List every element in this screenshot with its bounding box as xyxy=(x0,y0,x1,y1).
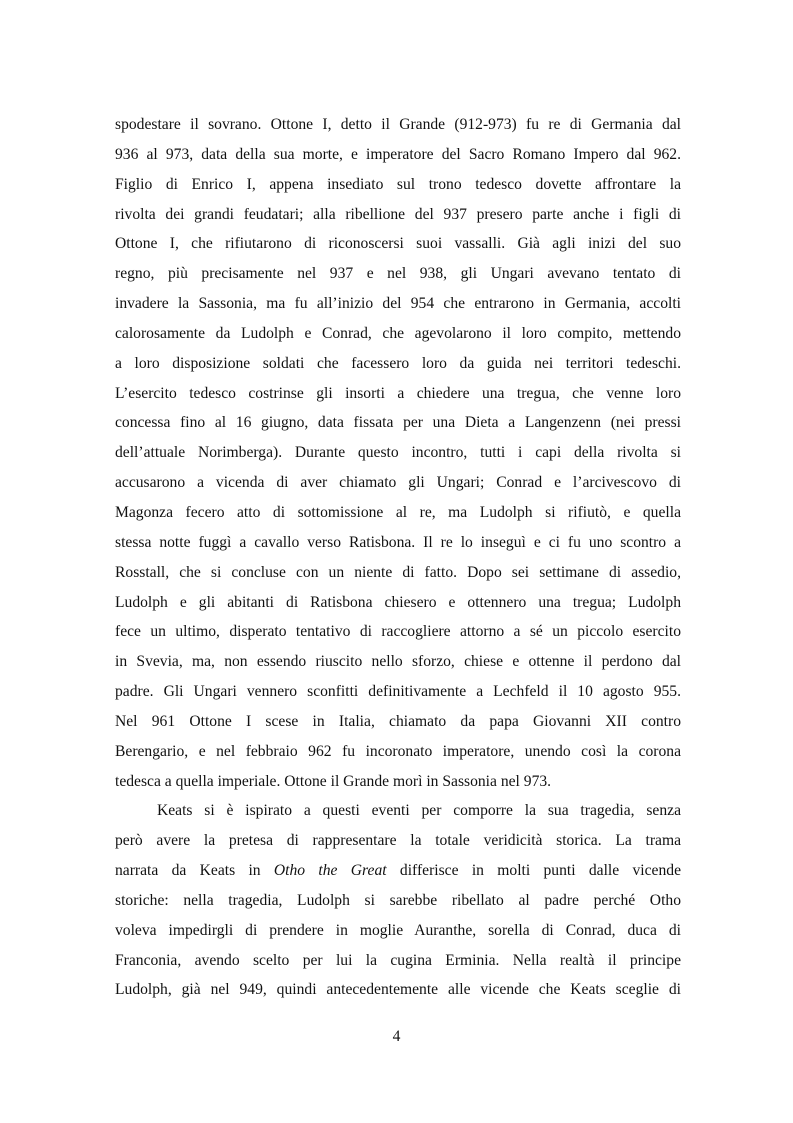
text-line: in Svevia, ma, non essendo riuscito nello sforzo, chiese e ottenne il perdono dal xyxy=(115,653,681,671)
text-line: a loro disposizione soldati che facessero loro da guida nei territori tedeschi. xyxy=(115,354,681,372)
text-line: Keats si è ispirato a questi eventi per comporre la sua tragedia, senza xyxy=(157,802,681,820)
text-line: invadere la Sassonia, ma fu all’inizio del 954 che entrarono in Germania, accolti xyxy=(115,295,681,313)
text-line: tedesca a quella imperiale. Ottone il Grande morì in Sassonia nel 973. xyxy=(115,772,552,790)
text-fragment: narrata da Keats in xyxy=(115,862,274,880)
body-text xyxy=(115,110,681,1005)
paragraph-keats xyxy=(115,796,681,1005)
text-line: voleva impedirgli di prendere in moglie Auranthe, sorella di Conrad, duca di xyxy=(115,921,681,939)
text-line: Nel 961 Ottone I scese in Italia, chiamato da papa Giovanni XII contro xyxy=(115,712,681,730)
text-line: dell’attuale Norimberga). Durante questo incontro, tutti i capi della rivolta si xyxy=(115,444,681,462)
text-line: stessa notte fuggì a cavallo verso Ratisbona. Il re lo inseguì e ci fu uno scontro a xyxy=(115,533,681,551)
text-fragment: differisce in molti punti dalle vicende xyxy=(386,862,681,880)
text-line: concessa fino al 16 giugno, data fissata per una Dieta a Langenzenn (nei pressi xyxy=(115,414,681,432)
text-line xyxy=(115,856,681,886)
text-line: Magonza fecero atto di sottomissione al re, ma Ludolph si rifiutò, e quella xyxy=(115,503,681,521)
text-line: regno, più precisamente nel 937 e nel 938, gli Ungari avevano tentato di xyxy=(115,265,681,283)
text-line: storiche: nella tragedia, Ludolph si sarebbe ribellato al padre perché Otho xyxy=(115,891,681,909)
paragraph-history xyxy=(115,110,681,796)
text-line: accusarono a vicenda di aver chiamato gli Ungari; Conrad e l’arcivescovo di xyxy=(115,474,681,492)
text-line: padre. Gli Ungari vennero sconfitti definitivamente a Lechfeld il 10 agosto 955. xyxy=(115,683,681,701)
work-title: Otho the Great xyxy=(273,862,387,880)
text-line: Ludolph, già nel 949, quindi antecedentemente alle vicende che Keats sceglie di xyxy=(115,981,681,999)
text-line: calorosamente da Ludolph e Conrad, che agevolarono il loro compito, mettendo xyxy=(115,324,681,342)
text-line: Berengario, e nel febbraio 962 fu incoronato imperatore, unendo così la corona xyxy=(115,742,681,760)
text-line: 936 al 973, data della sua morte, e imperatore del Sacro Romano Impero dal 962. xyxy=(115,145,681,163)
text-line: fece un ultimo, disperato tentativo di raccogliere attorno a sé un piccolo esercito xyxy=(115,623,681,641)
text-line: spodestare il sovrano. Ottone I, detto il Grande (912-973) fu re di Germania dal xyxy=(115,116,681,133)
text-line: però avere la pretesa di rappresentare la totale veridicità storica. La trama xyxy=(115,832,681,850)
text-line: Figlio di Enrico I, appena insediato sul trono tedesco dovette affrontare la xyxy=(115,175,681,193)
page-number: 4 xyxy=(392,1028,401,1045)
text-line: Ludolph e gli abitanti di Ratisbona chiesero e ottennero una tregua; Ludolph xyxy=(115,593,681,611)
text-line: Ottone I, che rifiutarono di riconoscersi suoi vassalli. Già agli inizi del suo xyxy=(115,235,681,253)
text-line: Franconia, avendo scelto per lui la cugina Erminia. Nella realtà il principe xyxy=(115,951,681,969)
text-line: rivolta dei grandi feudatari; alla ribellione del 937 presero parte anche i figli di xyxy=(115,205,681,223)
text-line: L’esercito tedesco costrinse gli insorti a chiedere una tregua, che venne loro xyxy=(115,384,681,402)
text-line: Rosstall, che si concluse con un niente di fatto. Dopo sei settimane di assedio, xyxy=(115,563,681,581)
